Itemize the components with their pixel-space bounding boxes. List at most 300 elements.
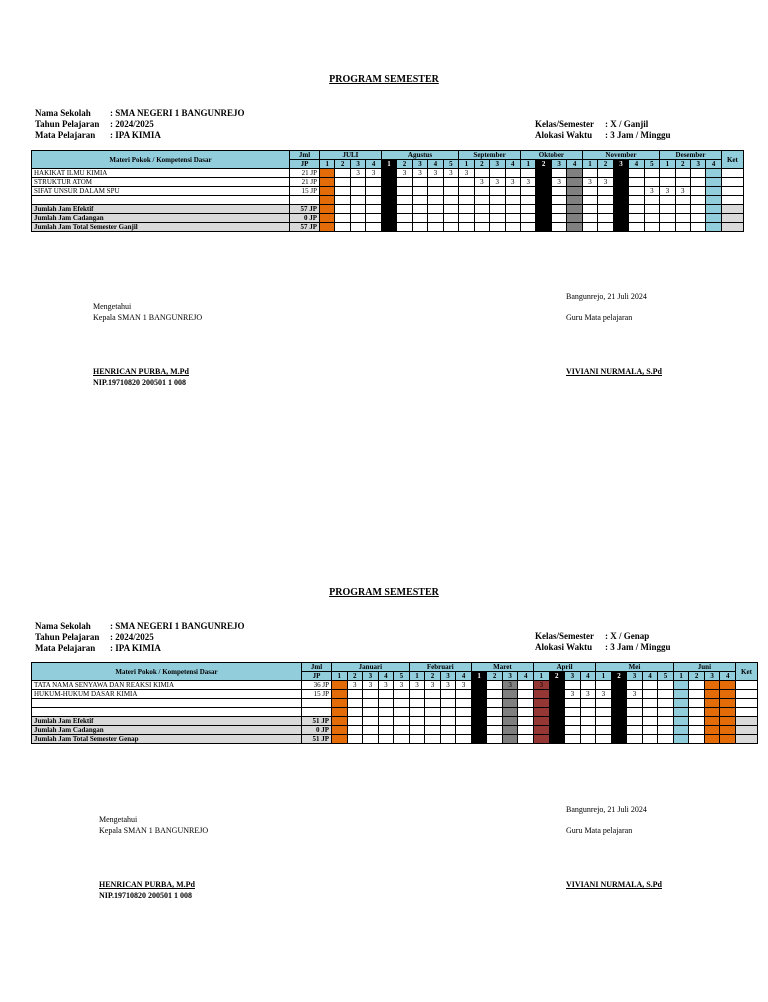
week-cell: [471, 699, 487, 708]
row-ket: [735, 726, 757, 735]
week-cell: [440, 717, 456, 726]
week-cell: [536, 187, 551, 196]
week-cell: [642, 735, 658, 744]
week-cell: [658, 699, 674, 708]
week-cell: [598, 214, 613, 223]
week-cell: [425, 690, 441, 699]
week-cell: [366, 214, 381, 223]
week-cell: [474, 169, 489, 178]
week-cell: [675, 223, 690, 232]
week-cell: [660, 178, 675, 187]
week-cell: 3: [596, 690, 612, 699]
sign-know: Mengetahui: [93, 302, 132, 311]
week-cell: [394, 708, 410, 717]
week-cell: [720, 681, 736, 690]
week-cell: [363, 690, 379, 699]
week-cell: [397, 178, 412, 187]
week-cell: [381, 187, 396, 196]
row-jp: [290, 196, 320, 205]
week-cell: [689, 726, 705, 735]
week-cell: 3: [425, 681, 441, 690]
week-cell: [335, 196, 350, 205]
time-label: Alokasi Waktu: [535, 642, 593, 652]
week-cell: [378, 726, 394, 735]
week-cell: [567, 223, 582, 232]
semester-ganjil-section: [0, 0, 768, 500]
week-cell: [363, 717, 379, 726]
teacher-title: Guru Mata pelajaran: [566, 313, 633, 322]
row-material: HUKUM-HUKUM DASAR KIMIA: [32, 690, 302, 699]
week-cell: [642, 690, 658, 699]
week-cell: [394, 699, 410, 708]
row-ket: [735, 681, 757, 690]
week-cell: [536, 214, 551, 223]
row-ket: [735, 690, 757, 699]
week-cell: [520, 214, 535, 223]
week-cell: [332, 699, 348, 708]
week-cell: [443, 223, 459, 232]
header-ket: Ket: [721, 151, 743, 169]
week-cell: [689, 708, 705, 717]
header-week: 3: [704, 672, 720, 681]
week-cell: [536, 223, 551, 232]
week-cell: [456, 717, 472, 726]
row-jp: 57 JP: [290, 223, 320, 232]
row-jp: 51 JP: [302, 717, 332, 726]
time-label: Alokasi Waktu: [535, 130, 593, 140]
week-cell: [549, 699, 565, 708]
week-cell: [428, 178, 443, 187]
week-cell: [658, 708, 674, 717]
week-cell: [596, 681, 612, 690]
week-cell: [425, 717, 441, 726]
week-cell: 3: [443, 169, 459, 178]
headmaster-title: Kepala SMAN 1 BANGUNREJO: [99, 826, 209, 835]
header-week: 4: [518, 672, 534, 681]
class-info: [535, 631, 671, 653]
school-info: [35, 108, 245, 141]
header-week: 3: [412, 160, 427, 169]
week-cell: [551, 214, 566, 223]
headmaster-nip: NIP.19710820 200501 1 008: [99, 891, 193, 900]
week-cell: [520, 196, 535, 205]
week-cell: [425, 726, 441, 735]
week-cell: [471, 735, 487, 744]
week-cell: [440, 726, 456, 735]
table-row: [32, 690, 758, 699]
week-cell: 3: [440, 681, 456, 690]
table-row: [32, 196, 744, 205]
row-material: Jumlah Jam Efektif: [32, 205, 290, 214]
week-cell: [412, 223, 427, 232]
week-cell: [551, 205, 566, 214]
header-month: Desember: [660, 151, 722, 160]
week-cell: 3: [412, 169, 427, 178]
header-month: Januari: [332, 663, 410, 672]
week-cell: [551, 169, 566, 178]
week-cell: [673, 708, 689, 717]
week-cell: [613, 223, 628, 232]
week-cell: [505, 223, 520, 232]
header-week: 1: [534, 672, 550, 681]
week-cell: [381, 223, 396, 232]
header-week: 2: [549, 672, 565, 681]
week-cell: [598, 223, 613, 232]
page-title: PROGRAM SEMESTER: [329, 74, 439, 85]
header-week: 2: [675, 160, 690, 169]
week-cell: [471, 726, 487, 735]
week-cell: [629, 196, 644, 205]
week-cell: [613, 205, 628, 214]
school-label: Nama Sekolah: [35, 621, 91, 631]
week-cell: [644, 169, 659, 178]
week-cell: [394, 735, 410, 744]
header-week: 3: [613, 160, 628, 169]
time-value: : 3 Jam / Minggu: [605, 130, 671, 140]
week-cell: [425, 708, 441, 717]
header-week: 1: [332, 672, 348, 681]
school-value: : SMA NEGERI 1 BANGUNREJO: [110, 621, 245, 631]
week-cell: [549, 735, 565, 744]
row-ket: [721, 178, 743, 187]
week-cell: [335, 169, 350, 178]
week-cell: [596, 726, 612, 735]
week-cell: 3: [505, 178, 520, 187]
week-cell: [582, 169, 597, 178]
week-cell: [332, 708, 348, 717]
header-month: Oktober: [520, 151, 582, 160]
year-value: : 2024/2025: [110, 632, 154, 642]
week-cell: [409, 699, 425, 708]
header-month: September: [459, 151, 521, 160]
table-row: [32, 708, 758, 717]
sign-know: Mengetahui: [99, 815, 138, 824]
school-value: : SMA NEGERI 1 BANGUNREJO: [110, 108, 245, 118]
week-cell: [613, 169, 628, 178]
week-cell: [673, 681, 689, 690]
week-cell: [335, 214, 350, 223]
row-ket: [735, 717, 757, 726]
week-cell: 3: [363, 681, 379, 690]
week-cell: [644, 178, 659, 187]
week-cell: [518, 726, 534, 735]
week-cell: [691, 196, 706, 205]
week-cell: [611, 717, 627, 726]
week-cell: [642, 726, 658, 735]
week-cell: 3: [534, 681, 550, 690]
week-cell: [520, 205, 535, 214]
header-week: 5: [658, 672, 674, 681]
teacher-name: VIVIANI NURMALA, S.Pd: [566, 367, 663, 376]
week-cell: [565, 735, 581, 744]
header-week: 1: [660, 160, 675, 169]
row-ket: [721, 205, 743, 214]
week-cell: [474, 214, 489, 223]
week-cell: [428, 214, 443, 223]
header-jp: JP: [290, 160, 320, 169]
week-cell: [487, 681, 503, 690]
week-cell: [456, 735, 472, 744]
week-cell: [332, 717, 348, 726]
week-cell: [720, 735, 736, 744]
week-cell: [381, 178, 396, 187]
week-cell: [378, 708, 394, 717]
week-cell: [518, 735, 534, 744]
week-cell: [629, 187, 644, 196]
week-cell: [660, 169, 675, 178]
table-row: [32, 187, 744, 196]
week-cell: [582, 196, 597, 205]
week-cell: [490, 214, 505, 223]
week-cell: 3: [456, 681, 472, 690]
sign-date: Bangunrejo, 21 Juli 2024: [566, 292, 647, 301]
week-cell: [534, 699, 550, 708]
week-cell: [474, 187, 489, 196]
week-cell: [642, 699, 658, 708]
week-cell: 3: [409, 681, 425, 690]
week-cell: [378, 699, 394, 708]
week-cell: [397, 196, 412, 205]
week-cell: [549, 717, 565, 726]
row-material: Jumlah Jam Efektif: [32, 717, 302, 726]
week-cell: [642, 681, 658, 690]
week-cell: [613, 214, 628, 223]
header-month: November: [582, 151, 659, 160]
week-cell: [720, 726, 736, 735]
week-cell: [673, 726, 689, 735]
header-material: Materi Pokok / Kompetensi Dasar: [32, 151, 290, 169]
week-cell: [381, 196, 396, 205]
week-cell: [412, 178, 427, 187]
teacher-title: Guru Mata pelajaran: [566, 826, 633, 835]
total-row: [32, 726, 758, 735]
week-cell: 3: [350, 169, 365, 178]
header-week: 1: [459, 160, 474, 169]
week-cell: [629, 205, 644, 214]
header-week: 4: [642, 672, 658, 681]
week-cell: [660, 205, 675, 214]
week-cell: 3: [471, 681, 487, 690]
header-week: 2: [397, 160, 412, 169]
week-cell: [502, 708, 518, 717]
header-material: Materi Pokok / Kompetensi Dasar: [32, 663, 302, 681]
week-cell: [443, 178, 459, 187]
subject-value: : IPA KIMIA: [110, 130, 161, 140]
sign-date: Bangunrejo, 21 Juli 2024: [566, 805, 647, 814]
header-week: 2: [598, 160, 613, 169]
teacher-name: VIVIANI NURMALA, S.Pd: [566, 880, 663, 889]
week-cell: 3: [428, 169, 443, 178]
week-cell: [565, 726, 581, 735]
row-jp: [302, 708, 332, 717]
week-cell: [536, 205, 551, 214]
subject-label: Mata Pelajaran: [35, 130, 96, 140]
row-jp: 21 JP: [290, 169, 320, 178]
header-week: 4: [567, 160, 582, 169]
week-cell: [520, 223, 535, 232]
week-cell: [397, 223, 412, 232]
table-row: [32, 699, 758, 708]
week-cell: [425, 699, 441, 708]
header-month: JULI: [320, 151, 382, 160]
week-cell: [505, 205, 520, 214]
week-cell: [580, 735, 596, 744]
week-cell: [706, 196, 721, 205]
week-cell: [627, 681, 643, 690]
header-week: 1: [381, 160, 396, 169]
week-cell: [381, 205, 396, 214]
week-cell: [394, 717, 410, 726]
subject-label: Mata Pelajaran: [35, 643, 96, 653]
week-cell: [551, 223, 566, 232]
week-cell: [720, 690, 736, 699]
week-cell: [378, 690, 394, 699]
week-cell: [487, 699, 503, 708]
week-cell: [627, 708, 643, 717]
row-material: [32, 699, 302, 708]
week-cell: [518, 681, 534, 690]
header-week: 3: [363, 672, 379, 681]
week-cell: [440, 708, 456, 717]
week-cell: [381, 169, 396, 178]
week-cell: [502, 690, 518, 699]
week-cell: [704, 708, 720, 717]
week-cell: [675, 214, 690, 223]
week-cell: [549, 681, 565, 690]
row-material: SIFAT UNSUR DALAM SPU: [32, 187, 290, 196]
headmaster-name: HENRICAN PURBA, M.Pd: [93, 367, 189, 376]
week-cell: [335, 223, 350, 232]
year-label: Tahun Pelajaran: [35, 632, 100, 642]
header-week: 5: [644, 160, 659, 169]
row-material: Jumlah Jam Total Semester Genap: [32, 735, 302, 744]
week-cell: [565, 681, 581, 690]
row-jp: 21 JP: [290, 178, 320, 187]
week-cell: [456, 690, 472, 699]
header-week: 3: [627, 672, 643, 681]
header-week: 2: [487, 672, 503, 681]
week-cell: [580, 708, 596, 717]
headmaster-nip: NIP.19710820 200501 1 008: [93, 378, 187, 387]
header-week: 4: [505, 160, 520, 169]
week-cell: [320, 187, 335, 196]
total-row: [32, 223, 744, 232]
week-cell: 3: [660, 187, 675, 196]
week-cell: 3: [520, 178, 535, 187]
week-cell: [658, 681, 674, 690]
week-cell: [536, 196, 551, 205]
row-jp: 0 JP: [290, 214, 320, 223]
header-week: 1: [520, 160, 535, 169]
week-cell: [551, 196, 566, 205]
class-value: : X / Genap: [605, 631, 650, 641]
week-cell: [658, 717, 674, 726]
week-cell: [534, 726, 550, 735]
week-cell: [675, 169, 690, 178]
week-cell: [320, 196, 335, 205]
class-label: Kelas/Semester: [535, 119, 594, 129]
week-cell: [706, 205, 721, 214]
row-jp: 15 JP: [302, 690, 332, 699]
week-cell: [704, 717, 720, 726]
week-cell: [644, 196, 659, 205]
week-cell: [397, 187, 412, 196]
week-cell: [596, 717, 612, 726]
week-cell: [505, 214, 520, 223]
row-jp: 0 JP: [302, 726, 332, 735]
week-cell: [459, 187, 474, 196]
week-cell: [611, 699, 627, 708]
week-cell: 3: [611, 690, 627, 699]
week-cell: [598, 205, 613, 214]
week-cell: [658, 690, 674, 699]
week-cell: [549, 726, 565, 735]
week-cell: [704, 735, 720, 744]
week-cell: [409, 690, 425, 699]
week-cell: 3: [551, 178, 566, 187]
week-cell: [627, 717, 643, 726]
week-cell: [660, 223, 675, 232]
week-cell: [642, 708, 658, 717]
week-cell: [335, 187, 350, 196]
week-cell: [551, 187, 566, 196]
week-cell: [627, 726, 643, 735]
week-cell: [689, 681, 705, 690]
week-cell: [644, 223, 659, 232]
week-cell: [567, 214, 582, 223]
header-jp: JP: [302, 672, 332, 681]
week-cell: [347, 717, 363, 726]
week-cell: 3: [474, 178, 489, 187]
week-cell: [689, 699, 705, 708]
week-cell: 3: [490, 178, 505, 187]
week-cell: [471, 708, 487, 717]
week-cell: 3: [598, 178, 613, 187]
week-cell: [644, 205, 659, 214]
header-week: 5: [443, 160, 459, 169]
week-cell: [720, 717, 736, 726]
week-cell: [332, 681, 348, 690]
week-cell: [443, 214, 459, 223]
week-cell: [673, 735, 689, 744]
week-cell: [502, 699, 518, 708]
total-row: [32, 717, 758, 726]
week-cell: [366, 187, 381, 196]
week-cell: [673, 690, 689, 699]
week-cell: [691, 205, 706, 214]
header-week: 1: [471, 672, 487, 681]
header-month: Maret: [471, 663, 533, 672]
week-cell: [487, 708, 503, 717]
week-cell: [443, 205, 459, 214]
row-jp: [302, 699, 332, 708]
row-ket: [735, 708, 757, 717]
week-cell: [397, 214, 412, 223]
header-jml: Jml: [290, 151, 320, 160]
week-cell: [582, 205, 597, 214]
week-cell: [689, 717, 705, 726]
week-cell: [335, 178, 350, 187]
week-cell: 3: [397, 169, 412, 178]
week-cell: [598, 196, 613, 205]
week-cell: [440, 699, 456, 708]
header-week: 3: [350, 160, 365, 169]
row-material: Jumlah Jam Total Semester Ganjil: [32, 223, 290, 232]
week-cell: [474, 205, 489, 214]
week-cell: [471, 690, 487, 699]
week-cell: [366, 178, 381, 187]
week-cell: [706, 223, 721, 232]
